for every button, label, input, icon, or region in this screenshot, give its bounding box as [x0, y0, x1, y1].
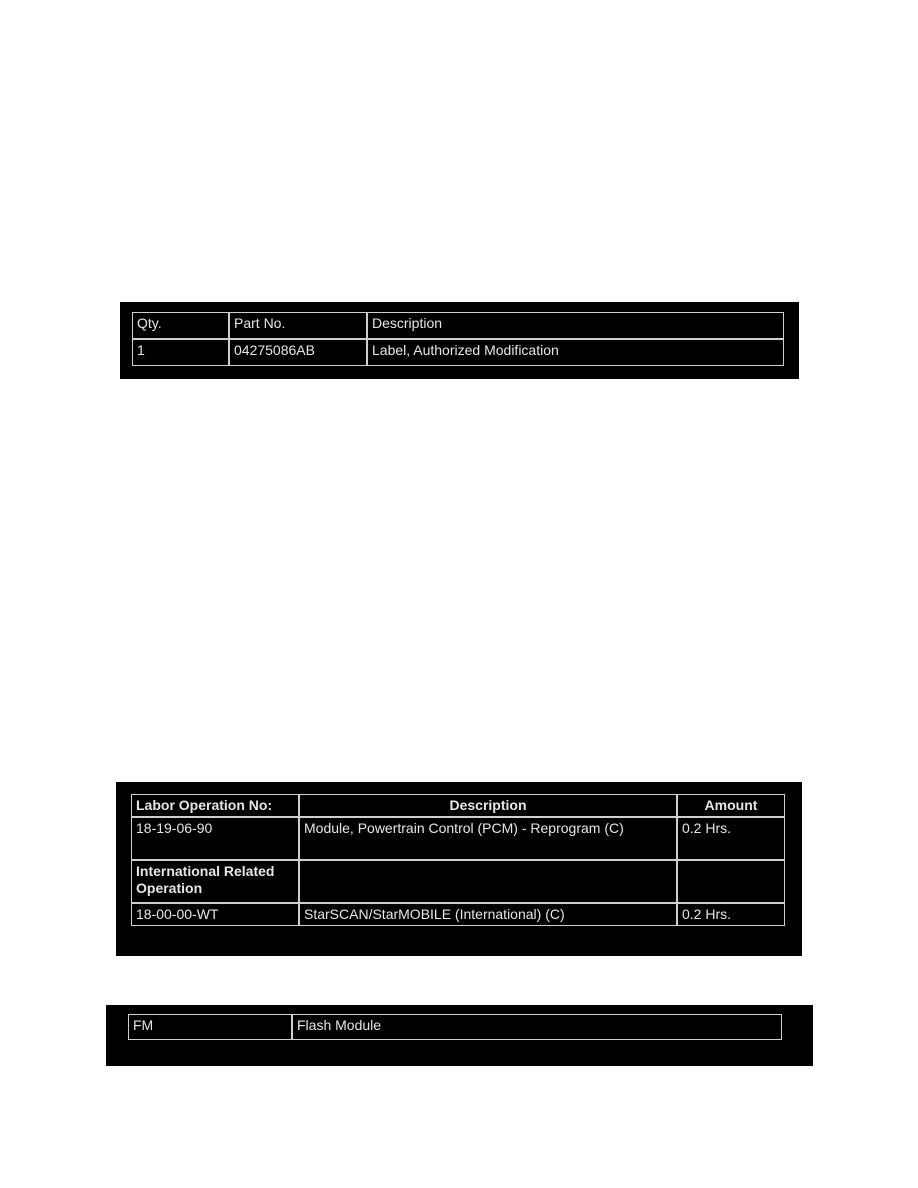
- table-header-row: [131, 794, 785, 817]
- labor-operation-table: [131, 794, 785, 926]
- cell-description: Label, Authorized Modification: [367, 339, 784, 366]
- cell-description: [299, 860, 677, 903]
- cell-section-heading: International Related Operation: [131, 860, 299, 903]
- column-header-labor-operation-no: Labor Operation No:: [131, 794, 299, 817]
- column-header-amount: Amount: [677, 794, 785, 817]
- cell-description: StarSCAN/StarMOBILE (International) (C): [299, 903, 677, 926]
- cell-labor-operation-no: 18-19-06-90: [131, 817, 299, 860]
- column-header-description: Description: [367, 312, 784, 339]
- column-header-part-no: Part No.: [229, 312, 367, 339]
- cell-labor-operation-no: 18-00-00-WT: [131, 903, 299, 926]
- column-header-description: Description: [299, 794, 677, 817]
- cell-qty: 1: [132, 339, 229, 366]
- table-row: [131, 860, 785, 903]
- failure-code-table: [128, 1014, 782, 1040]
- table-row: [131, 817, 785, 860]
- column-header-qty: Qty.: [132, 312, 229, 339]
- cell-description: Module, Powertrain Control (PCM) - Reprogram (C): [299, 817, 677, 860]
- table-header-row: [132, 312, 784, 339]
- cell-description: Flash Module: [292, 1014, 782, 1040]
- table-row: [131, 903, 785, 926]
- cell-part-no: 04275086AB: [229, 339, 367, 366]
- cell-amount: 0.2 Hrs.: [677, 903, 785, 926]
- parts-table: [132, 312, 784, 366]
- table-row: [128, 1014, 782, 1040]
- cell-amount: [677, 860, 785, 903]
- labor-table-panel: [116, 782, 802, 956]
- cell-code: FM: [128, 1014, 292, 1040]
- failure-code-table-panel: [106, 1005, 813, 1066]
- cell-amount: 0.2 Hrs.: [677, 817, 785, 860]
- table-row: [132, 339, 784, 366]
- parts-table-panel: [120, 302, 799, 379]
